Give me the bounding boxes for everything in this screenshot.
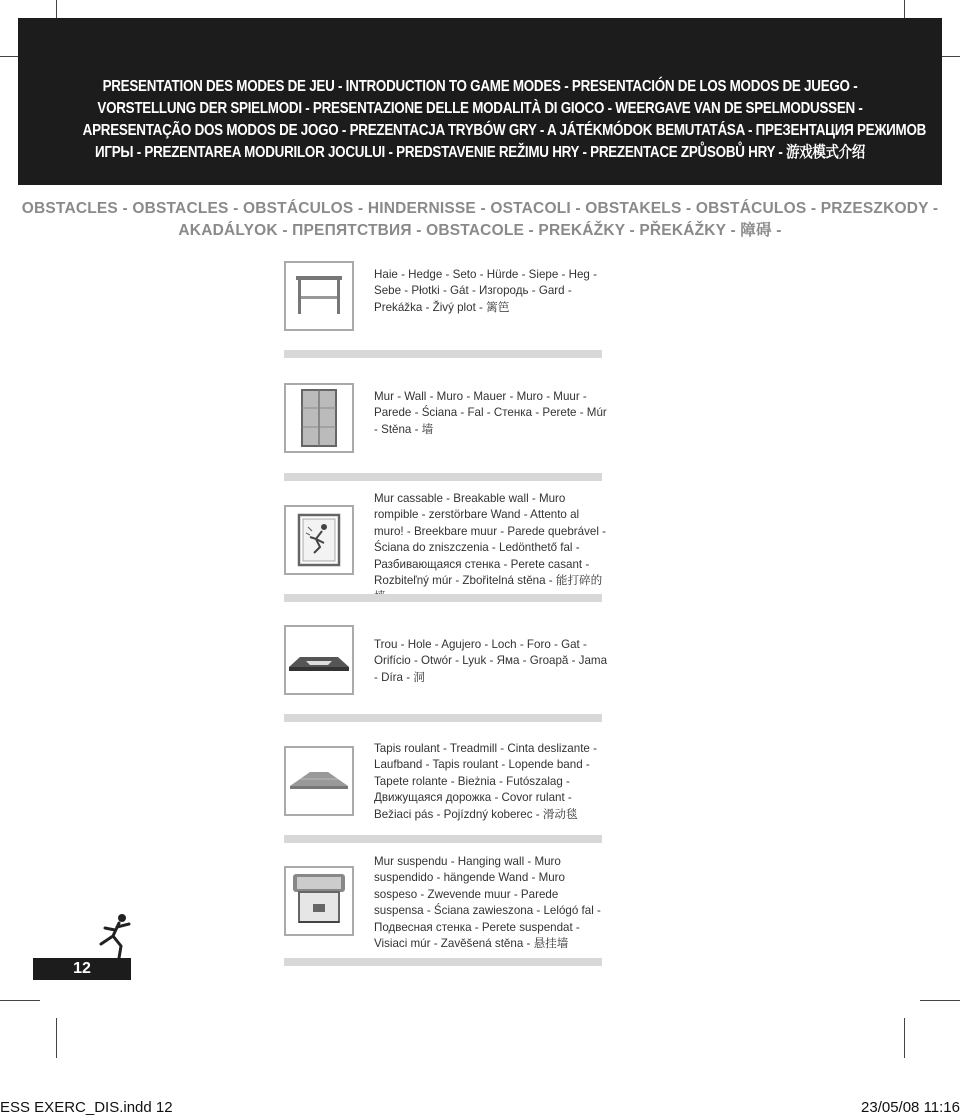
slug-datetime: 23/05/08 11:16: [861, 1099, 960, 1116]
header-line: PRESENTATION DES MODES DE JEU - INTRODUCTION TO GAME MODES - PRESENTACIÓN DE LOS MODOS DE JUEGO -: [102, 78, 858, 95]
breakable-wall-icon: [284, 505, 354, 575]
header-line: APRESENTAÇÃO DOS MODOS DE JOGO - PREZENTACJA TRYBÓW GRY - A JÁTÉKMÓDOK BEMUTATÁSA - ПРЕЗЕНТАЦИЯ РЕЖИМОВ: [82, 122, 927, 139]
slug-filename: ESS EXERC_DIS.indd 12: [0, 1099, 173, 1116]
header-line: ИГРЫ - PREZENTAREA MODURILOR JOCULUI - PREDSTAVENIE REŽIMU HRY - PREZENTACE ZPŮSOBŮ HRY - 游戏模式介绍: [94, 144, 866, 161]
wall-icon: [284, 383, 354, 453]
page-number: 12: [33, 958, 131, 980]
divider: [284, 350, 602, 358]
obstacle-description: Trou - Hole - Agujero - Loch - Foro - Gat - Orifício - Otwór - Lyuk - Яма - Groapă - Jama - Díra - 洞: [374, 638, 608, 684]
crop-mark: [904, 1018, 905, 1058]
crop-mark: [0, 1000, 40, 1001]
divider: [284, 958, 602, 966]
header-title: [82, 76, 927, 164]
header-line: VORSTELLUNG DER SPIELMODI - PRESENTAZIONE DELLE MODALITÀ DI GIOCO - WEERGAVE VAN DE SPELMODUSSEN -: [97, 100, 863, 117]
obstacle-description: Mur - Wall - Muro - Mauer - Muro - Muur - Parede - Ściana - Fal - Стенка - Perete - Múr - Stěna - 墙: [374, 390, 607, 436]
divider: [284, 473, 602, 481]
runner-figure-icon: [95, 912, 135, 960]
crop-mark: [56, 1018, 57, 1058]
obstacle-description: Mur cassable - Breakable wall - Muro rompible - zerstörbare Wand - Attento al muro! - Breekbare muur - Parede quebrável - Ściana do zniszczenia - Ledönthető fal - Разбивающаяся стенка - Perete casant - Rozbiteľný múr - Zbořitelná stěna - 能打碎的: [374, 492, 606, 588]
section-title: [0, 198, 960, 242]
divider: [284, 714, 602, 722]
hedge-icon: [284, 261, 354, 331]
obstacle-description: Haie - Hedge - Seto - Hürde - Siepe - Heg - Sebe - Płotki - Gát - Изгородь - Gard - Prekážka - Živý plot - 篱笆: [374, 268, 597, 314]
hanging-wall-icon: [284, 866, 354, 936]
section-title-line: AKADÁLYOK - ПРЕПЯТСТВИЯ - OBSTACOLE - PREKÁŽKY - PŘEKÁŽKY - 障碍 -: [178, 222, 782, 239]
divider: [284, 835, 602, 843]
header-band: [18, 18, 942, 185]
divider: [284, 594, 602, 602]
obstacle-description: Tapis roulant - Treadmill - Cinta deslizante - Laufband - Tapis roulant - Lopende band - Tapete rolante - Bieżnia - Futószalag - Движущаяся дорожка - Covor rulant - Bežiaci pás - Pojízdný koberec - 滑动毯: [374, 742, 597, 821]
section-title-line: OBSTACLES - OBSTACLES - OBSTÁCULOS - HINDERNISSE - OSTACOLI - OBSTAKELS - OBSTÁCULOS - PRZESZKODY -: [21, 200, 939, 217]
header-edge-letter: A: [948, 112, 960, 129]
treadmill-icon: [284, 746, 354, 816]
obstacle-description: Mur suspendu - Hanging wall - Muro suspendido - hängende Wand - Muro sospeso - Zwevende muur - Parede suspensa - Ściana zawieszona - Lelógó fal - Подвесная стенка - Perete suspendat - Visiaci múr - Zavěšená stěna - 悬挂墙: [374, 855, 601, 951]
hole-icon: [284, 625, 354, 695]
crop-mark: [920, 1000, 960, 1001]
